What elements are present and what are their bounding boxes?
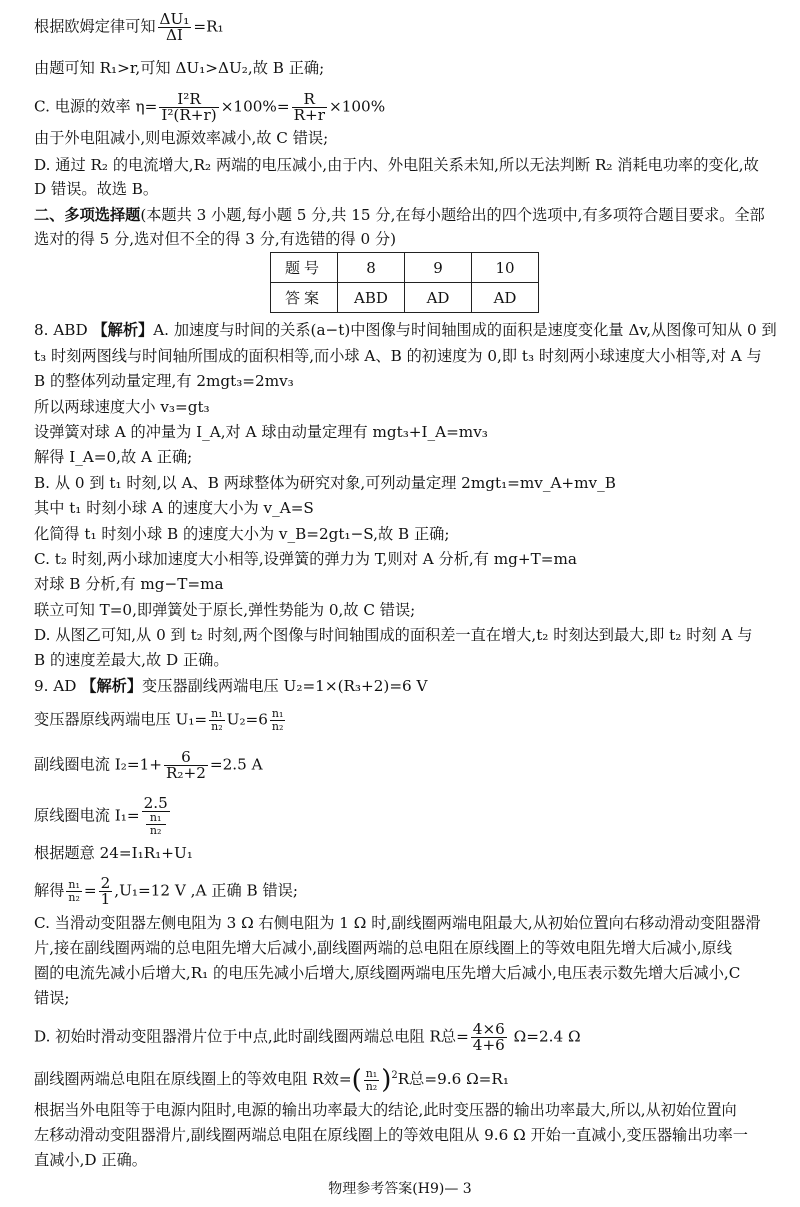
fraction: $\frac{R}{R+r}$ bbox=[293, 90, 325, 124]
question-9-heading: 9. AD 【解析】变压器副线两端电压 U₂=1×(R₃+2)=6 V bbox=[34, 677, 428, 695]
table-cell: ABD bbox=[338, 283, 405, 313]
text-line: 化简得 t₁ 时刻小球 B 的速度大小为 v_B=2gt₁−S,故 B 正确; bbox=[34, 525, 450, 543]
line-solution-ratio: 解得 $\frac{\text{n₁}}{\text{n₂}}$ = $\frac{2}{1}$ ,U₁=12 V ,A 正确 B 错误; bbox=[34, 874, 298, 908]
text-line: 根据当外电阻等于电源内阻时,电源的输出功率最大的结论,此时变压器的输出功率最大,所以,从初始位置向 bbox=[34, 1101, 737, 1119]
text-line: 根据题意 24=I₁R₁+U₁ bbox=[34, 844, 193, 862]
fraction: 2.5 n₁ n₂ bbox=[143, 794, 168, 837]
section-heading: 二、多项选择题(本题共 3 小题,每小题 5 分,共 15 分,在每小题给出的四个选项中,有多项符合题目要求。全部 bbox=[34, 206, 765, 224]
text-line: 左移动滑动变阻器滑片,副线圈两端总电阻在原线圈上的等效电阻从 9.6 Ω 开始一直减小,变压器输出功率一 bbox=[34, 1126, 748, 1144]
text-line: C. 当滑动变阻器左侧电阻为 3 Ω 右侧电阻为 1 Ω 时,副线圈两端电阻最大,从初始位置向右移动滑动变阻器滑 bbox=[34, 914, 761, 932]
text-line: B 的整体列动量定理,有 2mgt₃=2mv₃ bbox=[34, 372, 294, 390]
line-equivalent-resistance: 副线圈两端总电阻在原线圈上的等效电阻 R效=( $\frac{\text{n₁}}{\text{n₂}}$ )$^2$R总=9.6 Ω=R₁ bbox=[34, 1065, 509, 1096]
table-cell: 题号 bbox=[271, 253, 338, 283]
table-cell: 答案 bbox=[271, 283, 338, 313]
fraction: $\frac{6}{\text{R₂+2}}$ bbox=[165, 748, 206, 782]
table-cell: 8 bbox=[338, 253, 405, 283]
fraction: $\frac{\text{ΔU₁}}{\Delta I}$ bbox=[159, 10, 190, 44]
text-line: 片,接在副线圈两端的总电阻先增大后减小,副线圈两端的总电阻在原线圈上的等效电阻先增大后减小,原线 bbox=[34, 939, 732, 957]
text-line: 对球 B 分析,有 mg−T=ma bbox=[34, 575, 224, 593]
fraction: $\frac{\text{n₁}}{\text{n₂}}$ bbox=[365, 1066, 378, 1093]
table-cell: 9 bbox=[405, 253, 472, 283]
text-line: 由题可知 R₁>r,可知 ΔU₁>ΔU₂,故 B 正确; bbox=[34, 59, 325, 77]
answer-table bbox=[270, 252, 539, 313]
text-line: 解得 I_A=0,故 A 正确; bbox=[34, 448, 193, 466]
text-line: C. t₂ 时刻,两小球加速度大小相等,设弹簧的弹力为 T,则对 A 分析,有 mg+T=ma bbox=[34, 550, 577, 568]
table-cell: AD bbox=[472, 283, 539, 313]
line-ohm-law: 根据欧姆定律可知 $\frac{\text{ΔU₁}}{\Delta I}$ =R₁ bbox=[34, 10, 224, 44]
text-line: D. 通过 R₂ 的电流增大,R₂ 两端的电压减小,由于内、外电阻关系未知,所以无法判断 R₂ 消耗电功率的变化,故 bbox=[34, 156, 759, 174]
text-line: 选对的得 5 分,选对但不全的得 3 分,有选错的得 0 分) bbox=[34, 230, 397, 248]
line-primary-current: 原线圈电流 I₁= 2.5 n₁ n₂ bbox=[34, 794, 168, 837]
line-primary-voltage: 变压器原线两端电压 U₁= $\frac{\text{n₁}}{\text{n₂}}$ U₂=6 $\frac{\text{n₁}}{\text{n₂}}$ bbox=[34, 707, 284, 733]
text-line: 圈的电流先减小后增大,R₁ 的电压先减小后增大,原线圈两端电压先增大后减小,电压表示数先增大后减小,C bbox=[34, 964, 741, 982]
text-line: 直减小,D 正确。 bbox=[34, 1151, 147, 1169]
line-efficiency: C. 电源的效率 η= $\frac{\text{I²R}}{\text{I²(R+r)}}$ ×100%= $\frac{R}{R+r}$ ×100% bbox=[34, 90, 386, 124]
text-line: 由于外电阻减小,则电源效率减小,故 C 错误; bbox=[34, 129, 329, 147]
text-line: 所以两球速度大小 v₃=gt₃ bbox=[34, 398, 210, 416]
text-line: B 的速度差最大,故 D 正确。 bbox=[34, 651, 229, 669]
fraction: $\frac{\text{n₁}}{\text{n₂}}$ bbox=[271, 707, 284, 733]
page-footer: 物理参考答案(H9)— 3 bbox=[328, 1181, 472, 1197]
table-cell: 10 bbox=[472, 253, 539, 283]
fraction: n₁ n₂ bbox=[144, 812, 168, 837]
fraction: $\frac{\text{n₁}}{\text{n₂}}$ bbox=[68, 878, 80, 904]
fraction: $\frac{4\times 6}{4+6}$ bbox=[472, 1020, 505, 1054]
text-line: D. 从图乙可知,从 0 到 t₂ 时刻,两个图像与时间轴围成的面积差一直在增大,t₂ 时刻达到最大,即 t₂ 时刻 A 与 bbox=[34, 626, 753, 644]
table-cell: AD bbox=[405, 283, 472, 313]
table-row bbox=[271, 283, 539, 313]
fraction: $\frac{2}{1}$ bbox=[100, 874, 111, 908]
text-line: 联立可知 T=0,即弹簧处于原长,弹性势能为 0,故 C 错误; bbox=[34, 601, 416, 619]
text-line: t₃ 时刻两图线与时间轴所围成的面积相等,而小球 A、B 的初速度为 0,即 t₃ 时刻两小球速度大小相等,对 A 与 bbox=[34, 347, 762, 365]
line-secondary-current: 副线圈电流 I₂=1+ $\frac{6}{\text{R₂+2}}$ =2.5 A bbox=[34, 748, 263, 782]
text-line: 其中 t₁ 时刻小球 A 的速度大小为 v_A=S bbox=[34, 499, 314, 517]
line-total-resistance: D. 初始时滑动变阻器滑片位于中点,此时副线圈两端总电阻 R总= $\frac{4\times 6}{4+6}$ Ω=2.4 Ω bbox=[34, 1020, 581, 1054]
question-8-heading: 8. ABD 【解析】A. 加速度与时间的关系(a−t)中图像与时间轴围成的面积是速度变化量 Δv,从图像可知从 0 到 bbox=[34, 321, 777, 339]
text-line: D 错误。故选 B。 bbox=[34, 180, 159, 198]
text-line: 错误; bbox=[34, 989, 70, 1007]
table-row bbox=[271, 253, 539, 283]
fraction: $\frac{\text{n₁}}{\text{n₂}}$ bbox=[211, 707, 223, 733]
text-line: B. 从 0 到 t₁ 时刻,以 A、B 两球整体为研究对象,可列动量定理 2mgt₁=mv_A+mv_B bbox=[34, 474, 616, 492]
fraction: $\frac{\text{I²R}}{\text{I²(R+r)}}$ bbox=[161, 90, 217, 124]
text-line: 设弹簧对球 A 的冲量为 I_A,对 A 球由动量定理有 mgt₃+I_A=mv₃ bbox=[34, 423, 488, 441]
